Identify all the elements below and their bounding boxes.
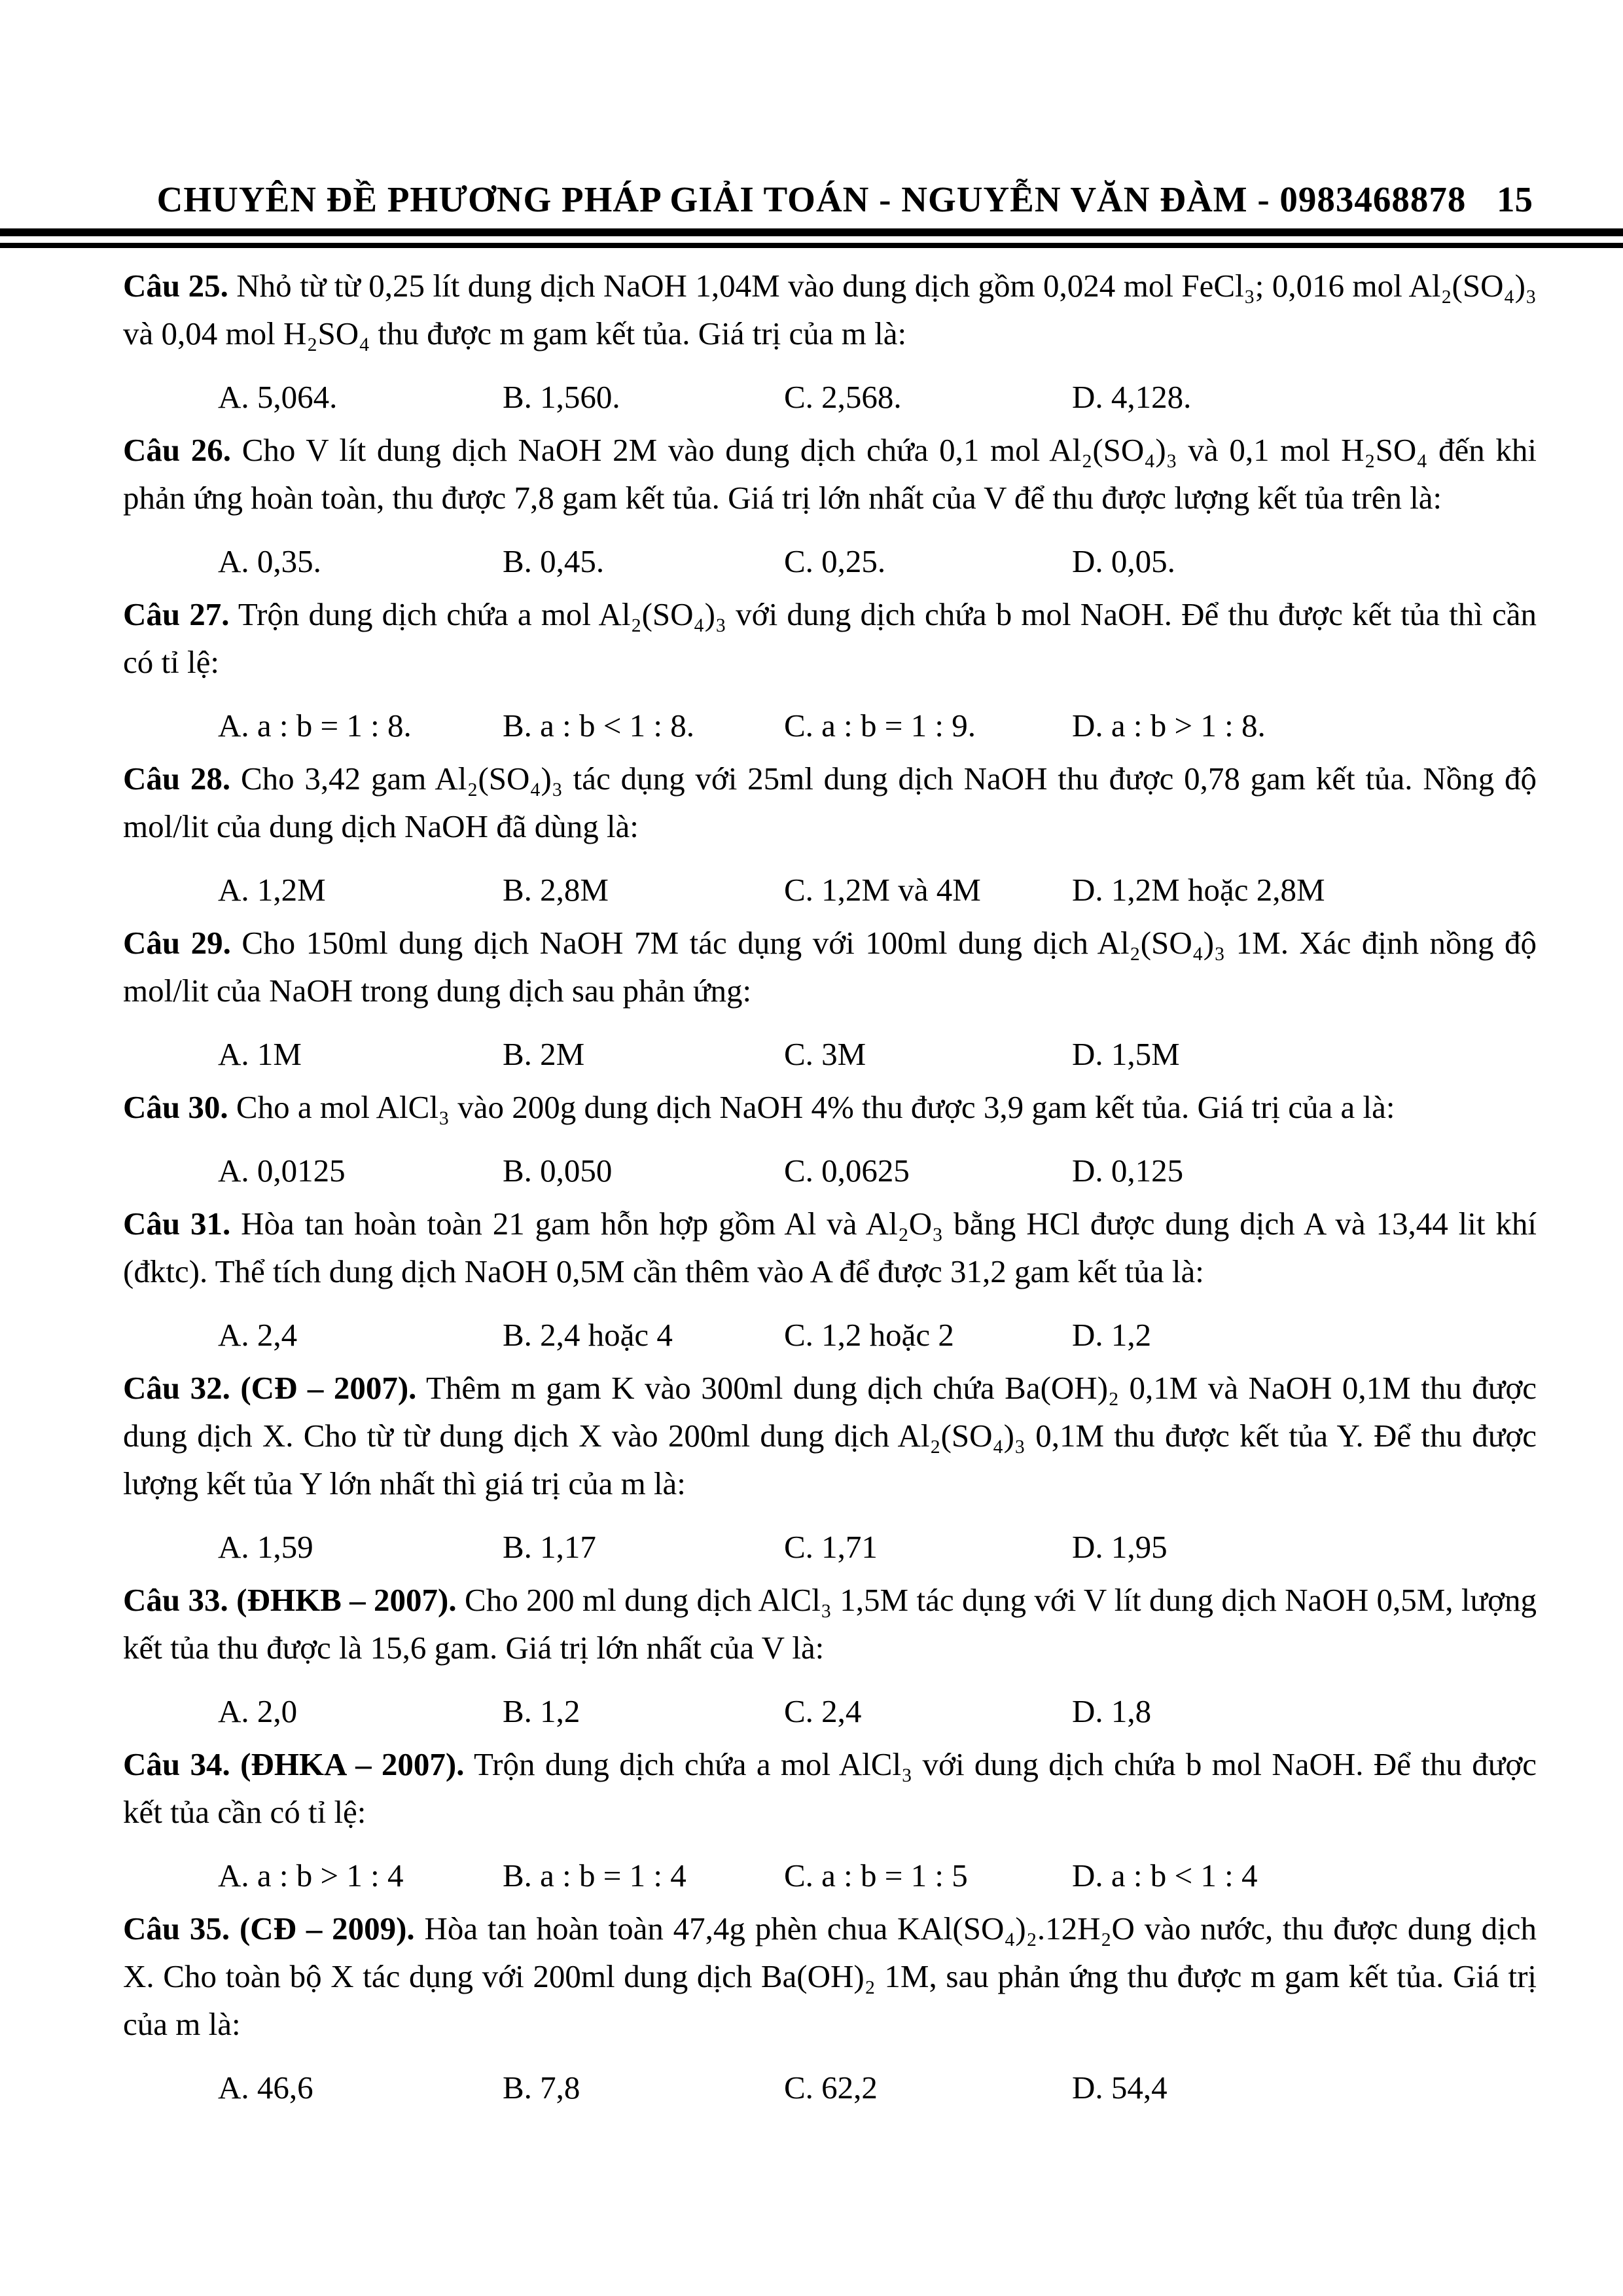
question-statement xyxy=(123,1905,1537,2048)
question-text: Hòa tan hoàn toàn 21 gam hỗn hợp gồm Al và Al₂O₃ bằng HCl được dung dịch A và 13,44 lit khí (đktc). Thể tích dung dịch NaOH 0,5M cần thêm vào A để được 31,2 gam kết tủa là: xyxy=(123,1206,1537,1289)
options-row xyxy=(123,1147,1537,1194)
option-b: B. 7,8 xyxy=(503,2070,580,2106)
question-26 xyxy=(123,426,1537,585)
option-d: D. 1,2M hoặc 2,8M xyxy=(1072,872,1325,908)
options-row xyxy=(123,866,1537,914)
question-30 xyxy=(123,1083,1537,1194)
option-c: C. a : b = 1 : 9. xyxy=(784,708,976,744)
question-label: Câu 25. xyxy=(123,268,228,304)
question-text: Thêm m gam K vào 300ml dung dịch chứa Ba(OH)₂ 0,1M và NaOH 0,1M thu được dung dịch X. Cho từ từ dung dịch X vào 200ml dung dịch Al₂(SO₄)₃ 0,1M thu được kết tủa Y. Để thu được lượng kết tủa Y lớn nhất thì giá trị của m là: xyxy=(123,1370,1537,1501)
options-row xyxy=(123,1030,1537,1078)
options-row xyxy=(123,2064,1537,2111)
question-statement xyxy=(123,755,1537,850)
question-label: Câu 27. xyxy=(123,596,230,632)
question-text: Cho a mol AlCl₃ vào 200g dung dịch NaOH 4% thu được 3,9 gam kết tủa. Giá trị của a là: xyxy=(236,1089,1395,1125)
question-text: Cho 150ml dung dịch NaOH 7M tác dụng với 100ml dung dịch Al₂(SO₄)₃ 1M. Xác định nồng độ mol/lit của NaOH trong dung dịch sau phản ứng: xyxy=(123,925,1537,1009)
question-text: Hòa tan hoàn toàn 47,4g phèn chua KAl(SO₄)₂.12H₂O vào nước, thu được dung dịch X. Cho toàn bộ X tác dụng với 200ml dung dịch Ba(OH)₂ 1M, sau phản ứng thu được m gam kết tủa. Giá trị của m là: xyxy=(123,1910,1537,2042)
option-c: C. 0,25. xyxy=(784,543,886,579)
option-a: A. 1M xyxy=(218,1036,302,1072)
question-statement xyxy=(123,1083,1537,1131)
question-statement xyxy=(123,426,1537,522)
question-statement xyxy=(123,590,1537,686)
option-d: D. a : b > 1 : 8. xyxy=(1072,708,1266,744)
question-text: Trộn dung dịch chứa a mol AlCl₃ với dung dịch chứa b mol NaOH. Để thu được kết tủa cần có tỉ lệ: xyxy=(123,1746,1537,1830)
option-a: A. 0,35. xyxy=(218,543,321,579)
options-row xyxy=(123,1852,1537,1899)
question-25 xyxy=(123,262,1537,421)
option-c: C. 1,71 xyxy=(784,1529,878,1565)
option-d: D. 1,5M xyxy=(1072,1036,1180,1072)
question-statement xyxy=(123,1200,1537,1295)
page-header xyxy=(0,178,1623,221)
option-c: C. 0,0625 xyxy=(784,1153,910,1189)
option-d: D. 0,05. xyxy=(1072,543,1175,579)
options-row xyxy=(123,1523,1537,1571)
option-c: C. 2,4 xyxy=(784,1693,862,1729)
question-34 xyxy=(123,1740,1537,1899)
option-a: A. a : b = 1 : 8. xyxy=(218,708,412,744)
option-b: B. 2,8M xyxy=(503,872,609,908)
option-a: A. a : b > 1 : 4 xyxy=(218,1857,404,1893)
question-source: (ĐHKA – 2007). xyxy=(240,1746,465,1782)
question-label: Câu 31. xyxy=(123,1206,231,1242)
option-d: D. 4,128. xyxy=(1072,379,1192,415)
question-label: Câu 33. xyxy=(123,1582,228,1618)
option-b: B. 1,17 xyxy=(503,1529,596,1565)
question-text: Cho 200 ml dung dịch AlCl₃ 1,5M tác dụng với V lít dung dịch NaOH 0,5M, lượng kết tủa thu được là 15,6 gam. Giá trị lớn nhất của V là: xyxy=(123,1582,1537,1666)
option-b: B. a : b < 1 : 8. xyxy=(503,708,695,744)
question-statement xyxy=(123,1740,1537,1836)
question-label: Câu 30. xyxy=(123,1089,228,1125)
question-27 xyxy=(123,590,1537,749)
option-d: D. 1,95 xyxy=(1072,1529,1168,1565)
option-a: A. 46,6 xyxy=(218,2070,313,2106)
options-row xyxy=(123,537,1537,585)
header-double-rule xyxy=(0,228,1623,248)
question-text: Nhỏ từ từ 0,25 lít dung dịch NaOH 1,04M vào dung dịch gồm 0,024 mol FeCl₃; 0,016 mol Al₂(SO₄)₃ và 0,04 mol H₂SO₄ thu được m gam kết tủa. Giá trị của m là: xyxy=(123,268,1537,351)
option-b: B. 2M xyxy=(503,1036,585,1072)
option-d: D. 54,4 xyxy=(1072,2070,1168,2106)
option-c: C. a : b = 1 : 5 xyxy=(784,1857,968,1893)
option-d: D. 1,2 xyxy=(1072,1317,1152,1353)
option-a: A. 5,064. xyxy=(218,379,338,415)
option-a: A. 2,4 xyxy=(218,1317,298,1353)
option-a: A. 1,59 xyxy=(218,1529,313,1565)
option-d: D. 0,125 xyxy=(1072,1153,1184,1189)
question-33 xyxy=(123,1576,1537,1735)
question-source: (ĐHKB – 2007). xyxy=(236,1582,457,1618)
question-statement xyxy=(123,919,1537,1014)
option-c: C. 3M xyxy=(784,1036,866,1072)
question-label: Câu 26. xyxy=(123,432,232,468)
question-statement xyxy=(123,262,1537,357)
question-label: Câu 28. xyxy=(123,761,231,797)
question-text: Cho V lít dung dịch NaOH 2M vào dung dịch chứa 0,1 mol Al₂(SO₄)₃ và 0,1 mol H₂SO₄ đến khi phản ứng hoàn toàn, thu được 7,8 gam kết tủa. Giá trị lớn nhất của V để thu được lượng kết tủa trên là: xyxy=(123,432,1537,516)
question-32 xyxy=(123,1364,1537,1571)
option-d: D. a : b < 1 : 4 xyxy=(1072,1857,1258,1893)
question-label: Câu 34. xyxy=(123,1746,230,1782)
option-a: A. 0,0125 xyxy=(218,1153,346,1189)
question-31 xyxy=(123,1200,1537,1359)
option-b: B. 0,050 xyxy=(503,1153,613,1189)
question-35 xyxy=(123,1905,1537,2111)
options-row xyxy=(123,1311,1537,1359)
option-b: B. 2,4 hoặc 4 xyxy=(503,1317,673,1353)
questions-list xyxy=(123,262,1537,2117)
options-row xyxy=(123,1687,1537,1735)
options-row xyxy=(123,702,1537,749)
option-c: C. 2,568. xyxy=(784,379,902,415)
question-source: (CĐ – 2009). xyxy=(239,1910,415,1946)
header-title: CHUYÊN ĐỀ PHƯƠNG PHÁP GIẢI TOÁN - NGUYỄN VĂN ĐÀM - 0983468878 xyxy=(156,179,1467,219)
option-c: C. 62,2 xyxy=(784,2070,878,2106)
page-number: 15 xyxy=(1497,179,1533,219)
option-b: B. 0,45. xyxy=(503,543,605,579)
question-28 xyxy=(123,755,1537,914)
option-a: A. 1,2M xyxy=(218,872,326,908)
option-b: B. a : b = 1 : 4 xyxy=(503,1857,687,1893)
option-a: A. 2,0 xyxy=(218,1693,298,1729)
option-c: C. 1,2M và 4M xyxy=(784,872,981,908)
question-text: Trộn dung dịch chứa a mol Al₂(SO₄)₃ với dung dịch chứa b mol NaOH. Để thu được kết tủa thì cần có tỉ lệ: xyxy=(123,596,1537,680)
options-row xyxy=(123,373,1537,421)
option-b: B. 1,2 xyxy=(503,1693,580,1729)
question-statement xyxy=(123,1576,1537,1672)
question-label: Câu 35. xyxy=(123,1910,230,1946)
option-d: D. 1,8 xyxy=(1072,1693,1152,1729)
question-source: (CĐ – 2007). xyxy=(240,1370,417,1406)
question-label: Câu 32. xyxy=(123,1370,230,1406)
question-label: Câu 29. xyxy=(123,925,231,961)
question-text: Cho 3,42 gam Al₂(SO₄)₃ tác dụng với 25ml dung dịch NaOH thu được 0,78 gam kết tủa. Nồng độ mol/lit của dung dịch NaOH đã dùng là: xyxy=(123,761,1537,844)
question-statement xyxy=(123,1364,1537,1507)
option-b: B. 1,560. xyxy=(503,379,620,415)
question-29 xyxy=(123,919,1537,1078)
option-c: C. 1,2 hoặc 2 xyxy=(784,1317,954,1353)
